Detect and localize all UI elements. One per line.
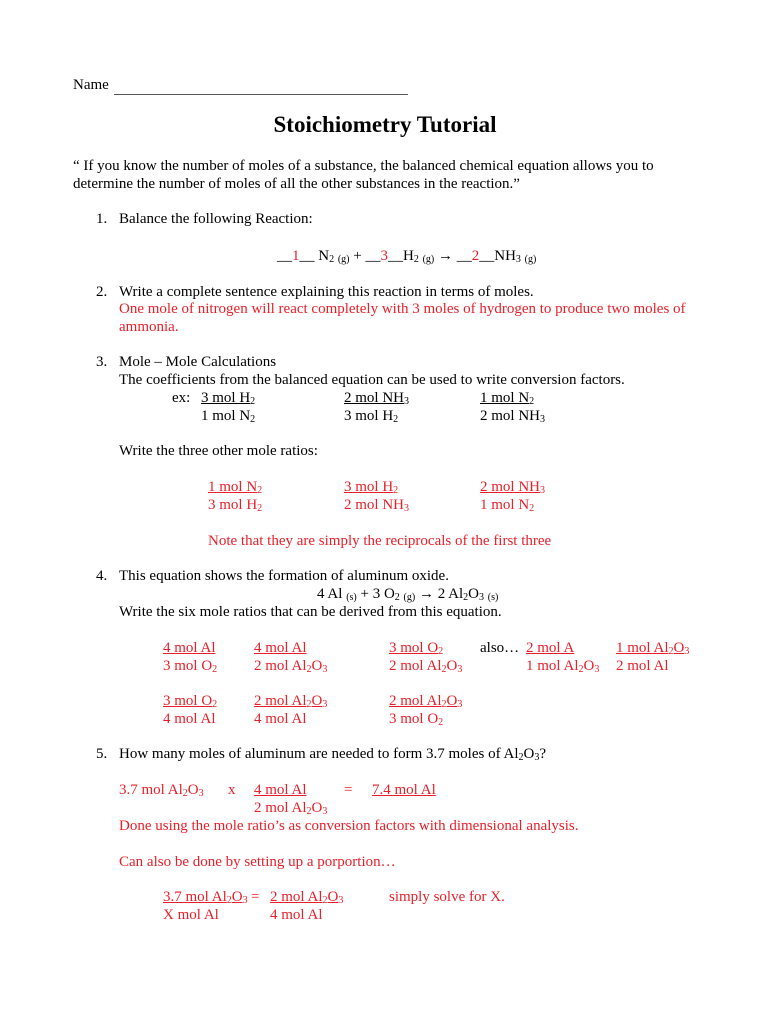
- q2-number: 2.: [96, 284, 108, 300]
- q3-text: The coefficients from the balanced equation can be used to write conversion factors.: [119, 372, 625, 388]
- q5-done: Done using the mole ratio’s as conversion factors with dimensional analysis.: [119, 818, 579, 834]
- q5-calc-equals: =: [344, 782, 353, 798]
- q4-ratio-8: 2 mol $Al_2O_3$ 3 mol $O_2$: [389, 693, 463, 728]
- page-title: Stoichiometry Tutorial: [273, 112, 497, 137]
- q3-title: Mole – Mole Calculations: [119, 354, 277, 370]
- q4-also: also…: [480, 640, 520, 656]
- q4-prompt: Write the six mole ratios that can be derived from this equation.: [119, 604, 502, 620]
- q5-text: How many moles of aluminum are needed to form 3.7 moles of $Al_2O_3$?: [119, 746, 547, 763]
- name-label: Name: [73, 77, 109, 93]
- answer-n2-h2: 1 mol $N_2$ 3 mol $H_2$: [208, 479, 263, 514]
- ratio-h2-n2: 3 mol $H_2$ 1 mol $N_2$: [201, 390, 256, 425]
- q3-ex-label: ex:: [172, 390, 191, 406]
- intro-line-1: “ If you know the number of moles of a substance, the balanced chemical equation allows you to: [73, 158, 654, 174]
- q5-number: 5.: [96, 746, 108, 762]
- q1-number: 1.: [96, 211, 108, 227]
- q4-ratio-3: 3 mol $O_2$ 2 mol $Al_2O_3$: [389, 640, 463, 675]
- q4-ratio-2: 4 mol Al 2 mol $Al_2O_3$: [254, 640, 328, 675]
- ratio-nh3-h2: 2 mol $NH_3$ 3 mol $H_2$: [344, 390, 409, 425]
- q2-answer-2: ammonia.: [119, 319, 179, 335]
- q3-number: 3.: [96, 354, 108, 370]
- q5-calc-times: x: [228, 782, 236, 798]
- answer-h2-nh3: 3 mol $H_2$ 2 mol $NH_3$: [344, 479, 409, 514]
- q4-ratio-6: 3 mol $O_2$ 4 mol Al: [163, 693, 218, 727]
- q1-text: Balance the following Reaction:: [119, 211, 313, 227]
- q2-answer-1: One mole of nitrogen will react completely with 3 moles of hydrogen to produce two moles of: [119, 301, 686, 317]
- name-line: [114, 94, 408, 95]
- intro-line-2: determine the number of moles of all the other substances in the reaction.”: [73, 176, 520, 192]
- q5-prop-equals: =: [251, 889, 260, 905]
- q4-ratio-4: 2 mol A 1 mol $Al_2O_3$: [526, 640, 600, 675]
- q4-text: This equation shows the formation of aluminum oxide.: [119, 568, 449, 584]
- q1-equation: __1__ $N_2$ $_{(g)} + \_\_3\_\_H_2$ $_{(g)} \to \_\_2\_\_NH_3$ $_{(g)}$: [277, 248, 537, 265]
- q5-calc-start: 3.7 mol $Al_2O_3$: [119, 782, 204, 799]
- q4-ratio-7: 2 mol $Al_2O_3$ 4 mol Al: [254, 693, 328, 727]
- q3-note: Note that they are simply the reciprocals of the first three: [208, 533, 552, 549]
- q4-number: 4.: [96, 568, 108, 584]
- q5-prop-left: 3.7 mol $Al_2O_3$ X mol Al: [163, 889, 248, 923]
- q5-calc-ratio: 4 mol Al 2 mol $Al_2O_3$: [254, 782, 328, 817]
- q5-prop-right: 2 mol $Al_2O_3$ 4 mol Al: [270, 889, 344, 923]
- q4-equation: 4 Al $_{(s)}$ + 3 $O_2$ $_{(g)}$ → 2 $Al_2O_3$ $_{(s)}$: [317, 586, 499, 603]
- q4-ratio-1: 4 mol Al 3 mol $O_2$: [163, 640, 218, 675]
- q2-text: Write a complete sentence explaining this reaction in terms of moles.: [119, 284, 534, 300]
- q5-prop-solve: simply solve for X.: [389, 889, 505, 905]
- answer-nh3-n2: 2 mol $NH_3$ 1 mol $N_2$: [480, 479, 545, 514]
- ratio-n2-nh3: 1 mol $N_2$ 2 mol $NH_3$: [480, 390, 545, 425]
- q5-also: Can also be done by setting up a porportion…: [119, 854, 396, 870]
- q5-calc-result: 7.4 mol Al: [372, 782, 436, 798]
- q4-ratio-5: 1 mol $Al_2O_3$ 2 mol Al: [616, 640, 690, 674]
- q3-prompt: Write the three other mole ratios:: [119, 443, 318, 459]
